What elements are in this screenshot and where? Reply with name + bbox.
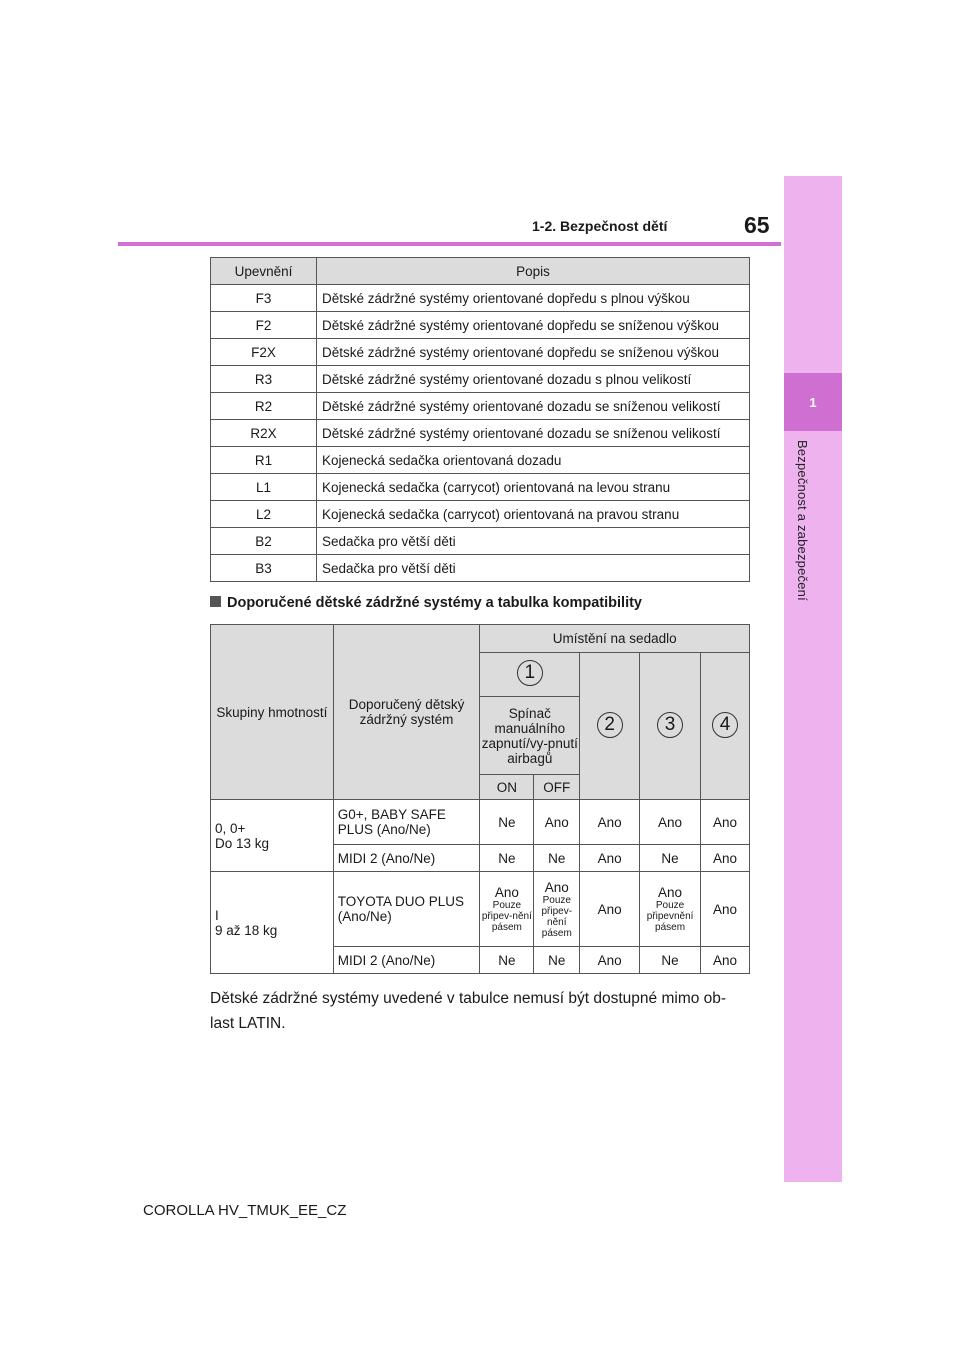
cell-note: Pouze připevnění pásem — [646, 900, 694, 933]
table-row: R3 Dětské zádržné systémy orientované dozadu s plnou velikostí — [211, 366, 750, 393]
airbag-switch-label: Spínač manuálního zapnutí/vy-pnutí airbagů — [480, 697, 580, 775]
page-number: 65 — [744, 212, 770, 238]
footer-model-code: COROLLA HV_TMUK_EE_CZ — [143, 1202, 347, 1219]
group-label: 0, 0+ Do 13 kg — [211, 800, 334, 872]
fixture-table — [210, 257, 750, 582]
seat-3-cell — [640, 653, 701, 800]
table-row: F2X Dětské zádržné systémy orientované dopředu se sníženou výškou — [211, 339, 750, 366]
system-name: TOYOTA DUO PLUS (Ano/Ne) — [333, 872, 480, 947]
table-row: R2X Dětské zádržné systémy orientované dozadu se sníženou velikostí — [211, 420, 750, 447]
group-label: I 9 až 18 kg — [211, 872, 334, 974]
airbag-on-label: ON — [480, 775, 534, 800]
seat-4-cell — [701, 653, 750, 800]
cell-note: Pouze připev-nění pásem — [481, 900, 532, 933]
table-row: F3 Dětské zádržné systémy orientované dopředu s plnou výškou — [211, 285, 750, 312]
system-name: MIDI 2 (Ano/Ne) — [333, 845, 480, 872]
side-tab-label: Bezpečnost a zabezpečení — [795, 440, 810, 601]
seat-1-cell — [480, 653, 580, 697]
system-name: G0+, BABY SAFE PLUS (Ano/Ne) — [333, 800, 480, 845]
table-row: R1 Kojenecká sedačka orientovaná dozadu — [211, 447, 750, 474]
cell-note: Pouze připev-nění pásem — [541, 894, 573, 939]
availability-note: Dětské zádržné systémy uvedené v tabulce nemusí být dostupné mimo ob-last LATIN. — [210, 990, 727, 1032]
section-title: 1-2. Bezpečnost dětí — [532, 218, 668, 234]
col-header-description: Popis — [317, 258, 750, 285]
table-row: MIDI 2 (Ano/Ne) Ne Ne Ano Ne Ano — [211, 947, 750, 974]
table-row: F2 Dětské zádržné systémy orientované dopředu se sníženou výškou — [211, 312, 750, 339]
header-rule — [118, 242, 781, 246]
col-header-group: Skupiny hmotností — [211, 625, 334, 800]
col-header-seat-position: Umístění na sedadlo — [480, 625, 750, 653]
seat-number-4-icon: 4 — [712, 712, 738, 738]
table-row: L2 Kojenecká sedačka (carrycot) orientovaná na pravou stranu — [211, 501, 750, 528]
table-row: B2 Sedačka pro větší děti — [211, 528, 750, 555]
table-row: MIDI 2 (Ano/Ne) Ne Ne Ano Ne Ano — [211, 845, 750, 872]
seat-number-1-icon: 1 — [517, 660, 543, 686]
table-row: B3 Sedačka pro větší děti — [211, 555, 750, 582]
system-name: MIDI 2 (Ano/Ne) — [333, 947, 480, 974]
seat-number-2-icon: 2 — [597, 712, 623, 738]
bullet-square-icon — [210, 596, 221, 607]
subheading: Doporučené dětské zádržné systémy a tabulka kompatibility — [210, 595, 642, 611]
col-header-system: Doporučený dětský zádržný systém — [333, 625, 480, 800]
seat-2-cell — [580, 653, 640, 800]
side-tab-number: 1 — [784, 373, 842, 431]
airbag-off-label: OFF — [534, 775, 580, 800]
table-row: 0, 0+ Do 13 kg G0+, BABY SAFE PLUS (Ano/Ne) Ne Ano Ano Ano Ano — [211, 800, 750, 845]
col-header-fixture: Upevnění — [211, 258, 317, 285]
seat-number-3-icon: 3 — [657, 712, 683, 738]
compatibility-table — [210, 624, 750, 974]
table-row: I 9 až 18 kg TOYOTA DUO PLUS (Ano/Ne) Ano Pouze připev-nění pásem Ano Pouze připev-nění pásem Ano Ano Pouze připevnění pásem Ano — [211, 872, 750, 947]
table-row: R2 Dětské zádržné systémy orientované dozadu se sníženou velikostí — [211, 393, 750, 420]
table-row: L1 Kojenecká sedačka (carrycot) orientovaná na levou stranu — [211, 474, 750, 501]
